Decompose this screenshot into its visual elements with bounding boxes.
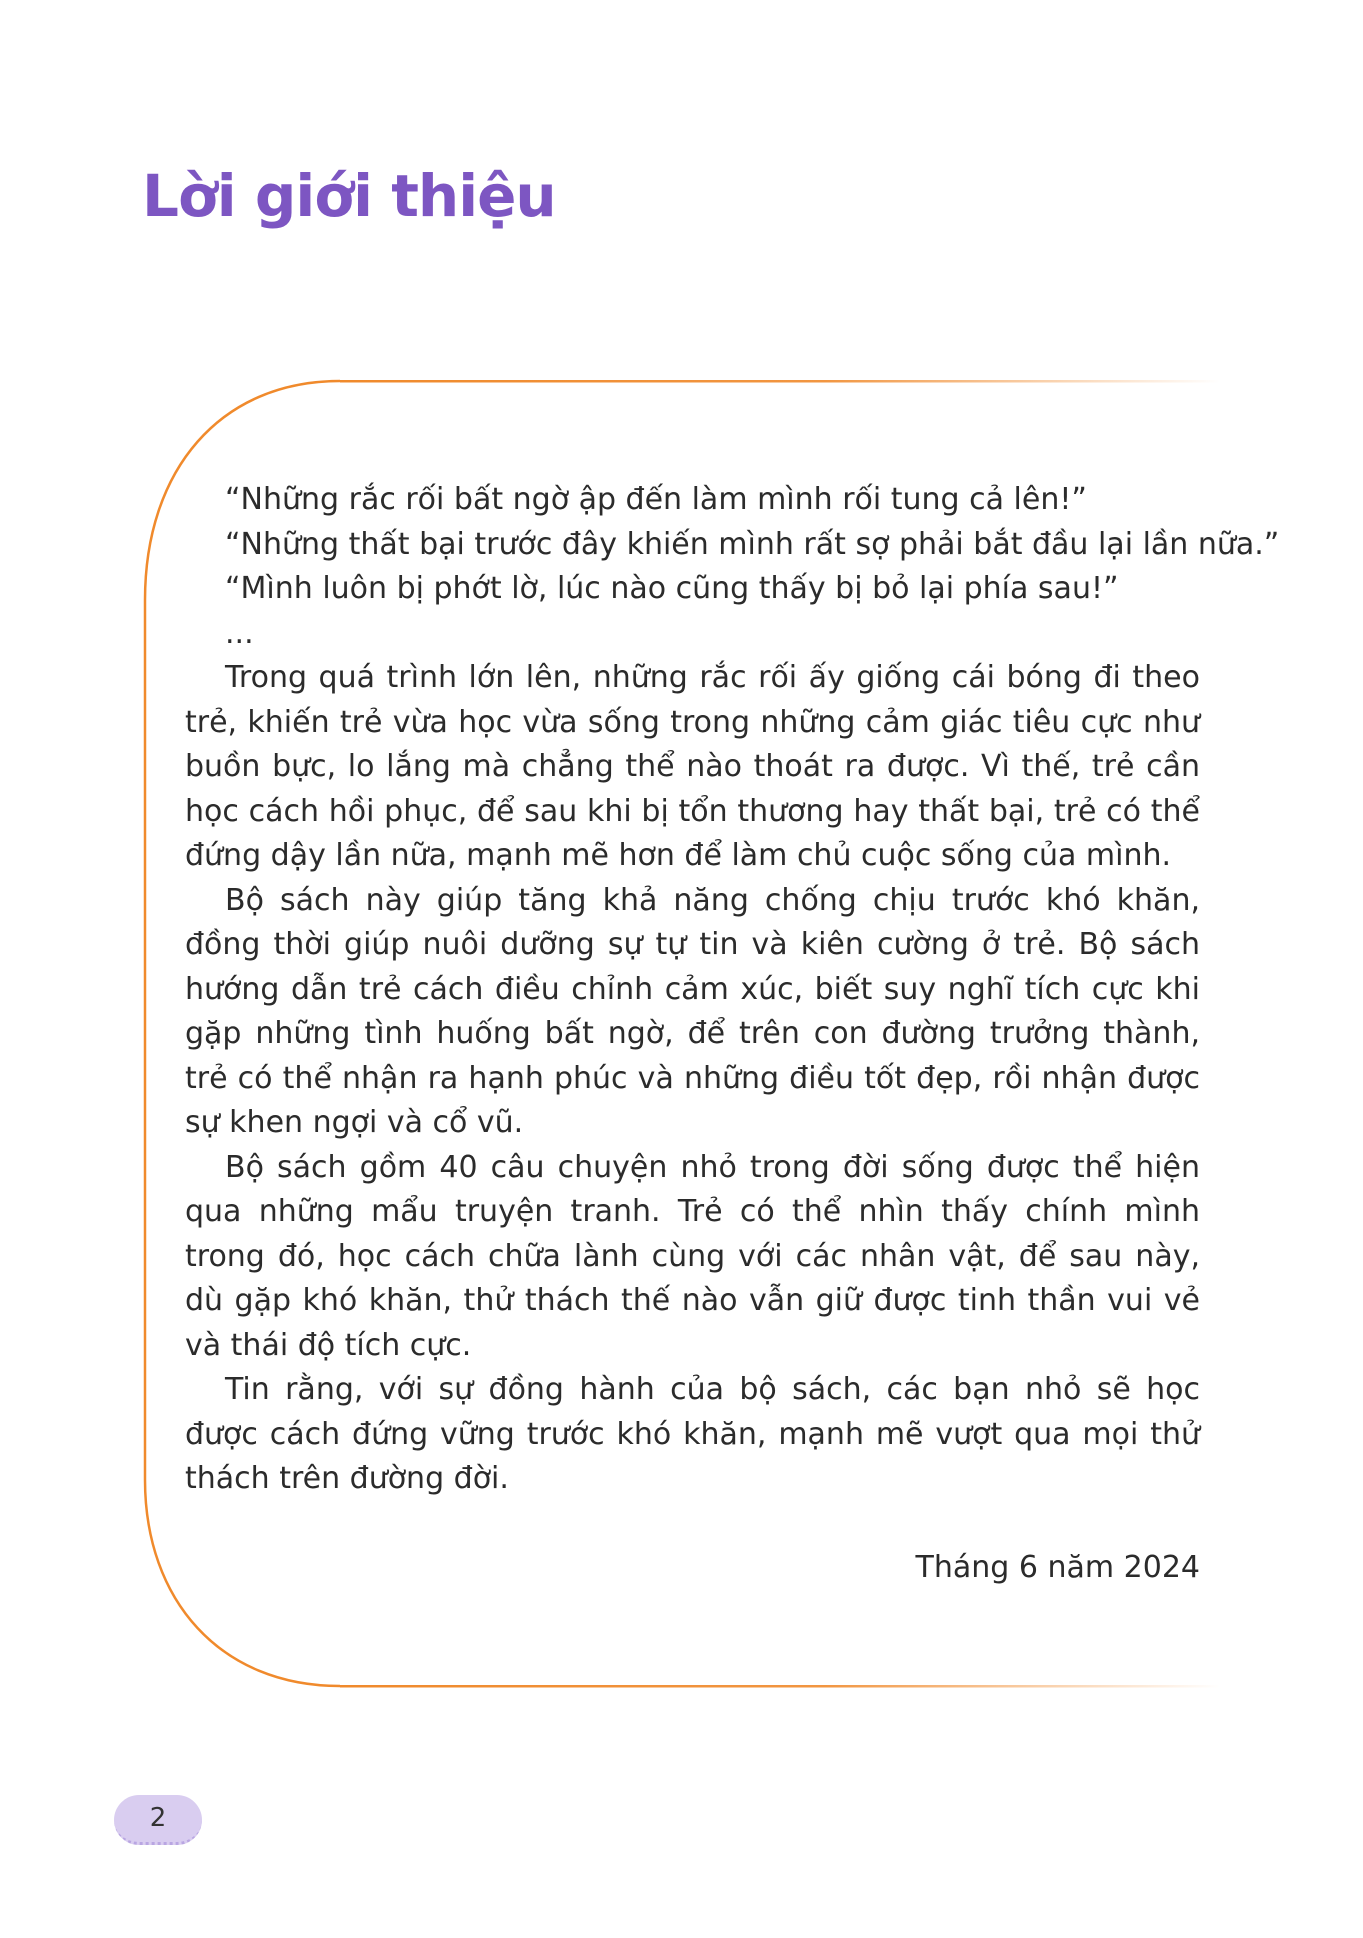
intro-body bbox=[185, 478, 1280, 1502]
quote-line: “Những rắc rối bất ngờ ập đến làm mình rối tung cả lên!” bbox=[225, 482, 1087, 517]
paragraph: Bộ sách này giúp tăng khả năng chống chịu trước khó khăn, đồng thời giúp nuôi dưỡng sự tự tin và kiên cường ở trẻ. Bộ sách hướng dẫn trẻ cách điều chỉnh cảm xúc, biết suy nghĩ tích cực khi gặp những tình huống bất ngờ, để trên con đường trưởng thành, trẻ có thể nhận ra hạnh phúc và những điều tốt đẹp, rồi nhận được sự khen ngợi và cổ vũ. bbox=[185, 882, 1200, 1140]
quote-line: “Những thất bại trước đây khiến mình rất sợ phải bắt đầu lại lần nữa.” bbox=[225, 526, 1280, 562]
frame-bottom-line bbox=[340, 1685, 1220, 1688]
paragraph: Tin rằng, với sự đồng hành của bộ sách, các bạn nhỏ sẽ học được cách đứng vững trước khó khăn, mạnh mẽ vượt qua mọi thử thách trên đường đời. bbox=[185, 1372, 1200, 1496]
date-signature: Tháng 6 năm 2024 bbox=[915, 1550, 1200, 1585]
page-number-tab bbox=[114, 1795, 202, 1845]
page-title: Lời giới thiệu bbox=[142, 162, 556, 230]
page-number: 2 bbox=[149, 1803, 167, 1833]
paragraph: Trong quá trình lớn lên, những rắc rối ấy giống cái bóng đi theo trẻ, khiến trẻ vừa học vừa sống trong những cảm giác tiêu cực như buồn bực, lo lắng mà chẳng thể nào thoát ra được. Vì thế, trẻ cần học cách hồi phục, để sau khi bị tổn thương hay thất bại, trẻ có thể đứng dậy lần nữa, mạnh mẽ hơn để làm chủ cuộc sống của mình. bbox=[185, 660, 1200, 873]
quote-line: “Mình luôn bị phớt lờ, lúc nào cũng thấy bị bỏ lại phía sau!” bbox=[225, 571, 1119, 606]
ellipsis: ... bbox=[225, 615, 254, 651]
paragraph: Bộ sách gồm 40 câu chuyện nhỏ trong đời sống được thể hiện qua những mẩu truyện tranh. Trẻ có thể nhìn thấy chính mình trong đó, học cách chữa lành cùng với các nhân vật, để sau này, dù gặp khó khăn, thử thách thế nào vẫn giữ được tinh thần vui vẻ và thái độ tích cực. bbox=[185, 1149, 1200, 1363]
frame-top-line bbox=[340, 380, 1220, 383]
